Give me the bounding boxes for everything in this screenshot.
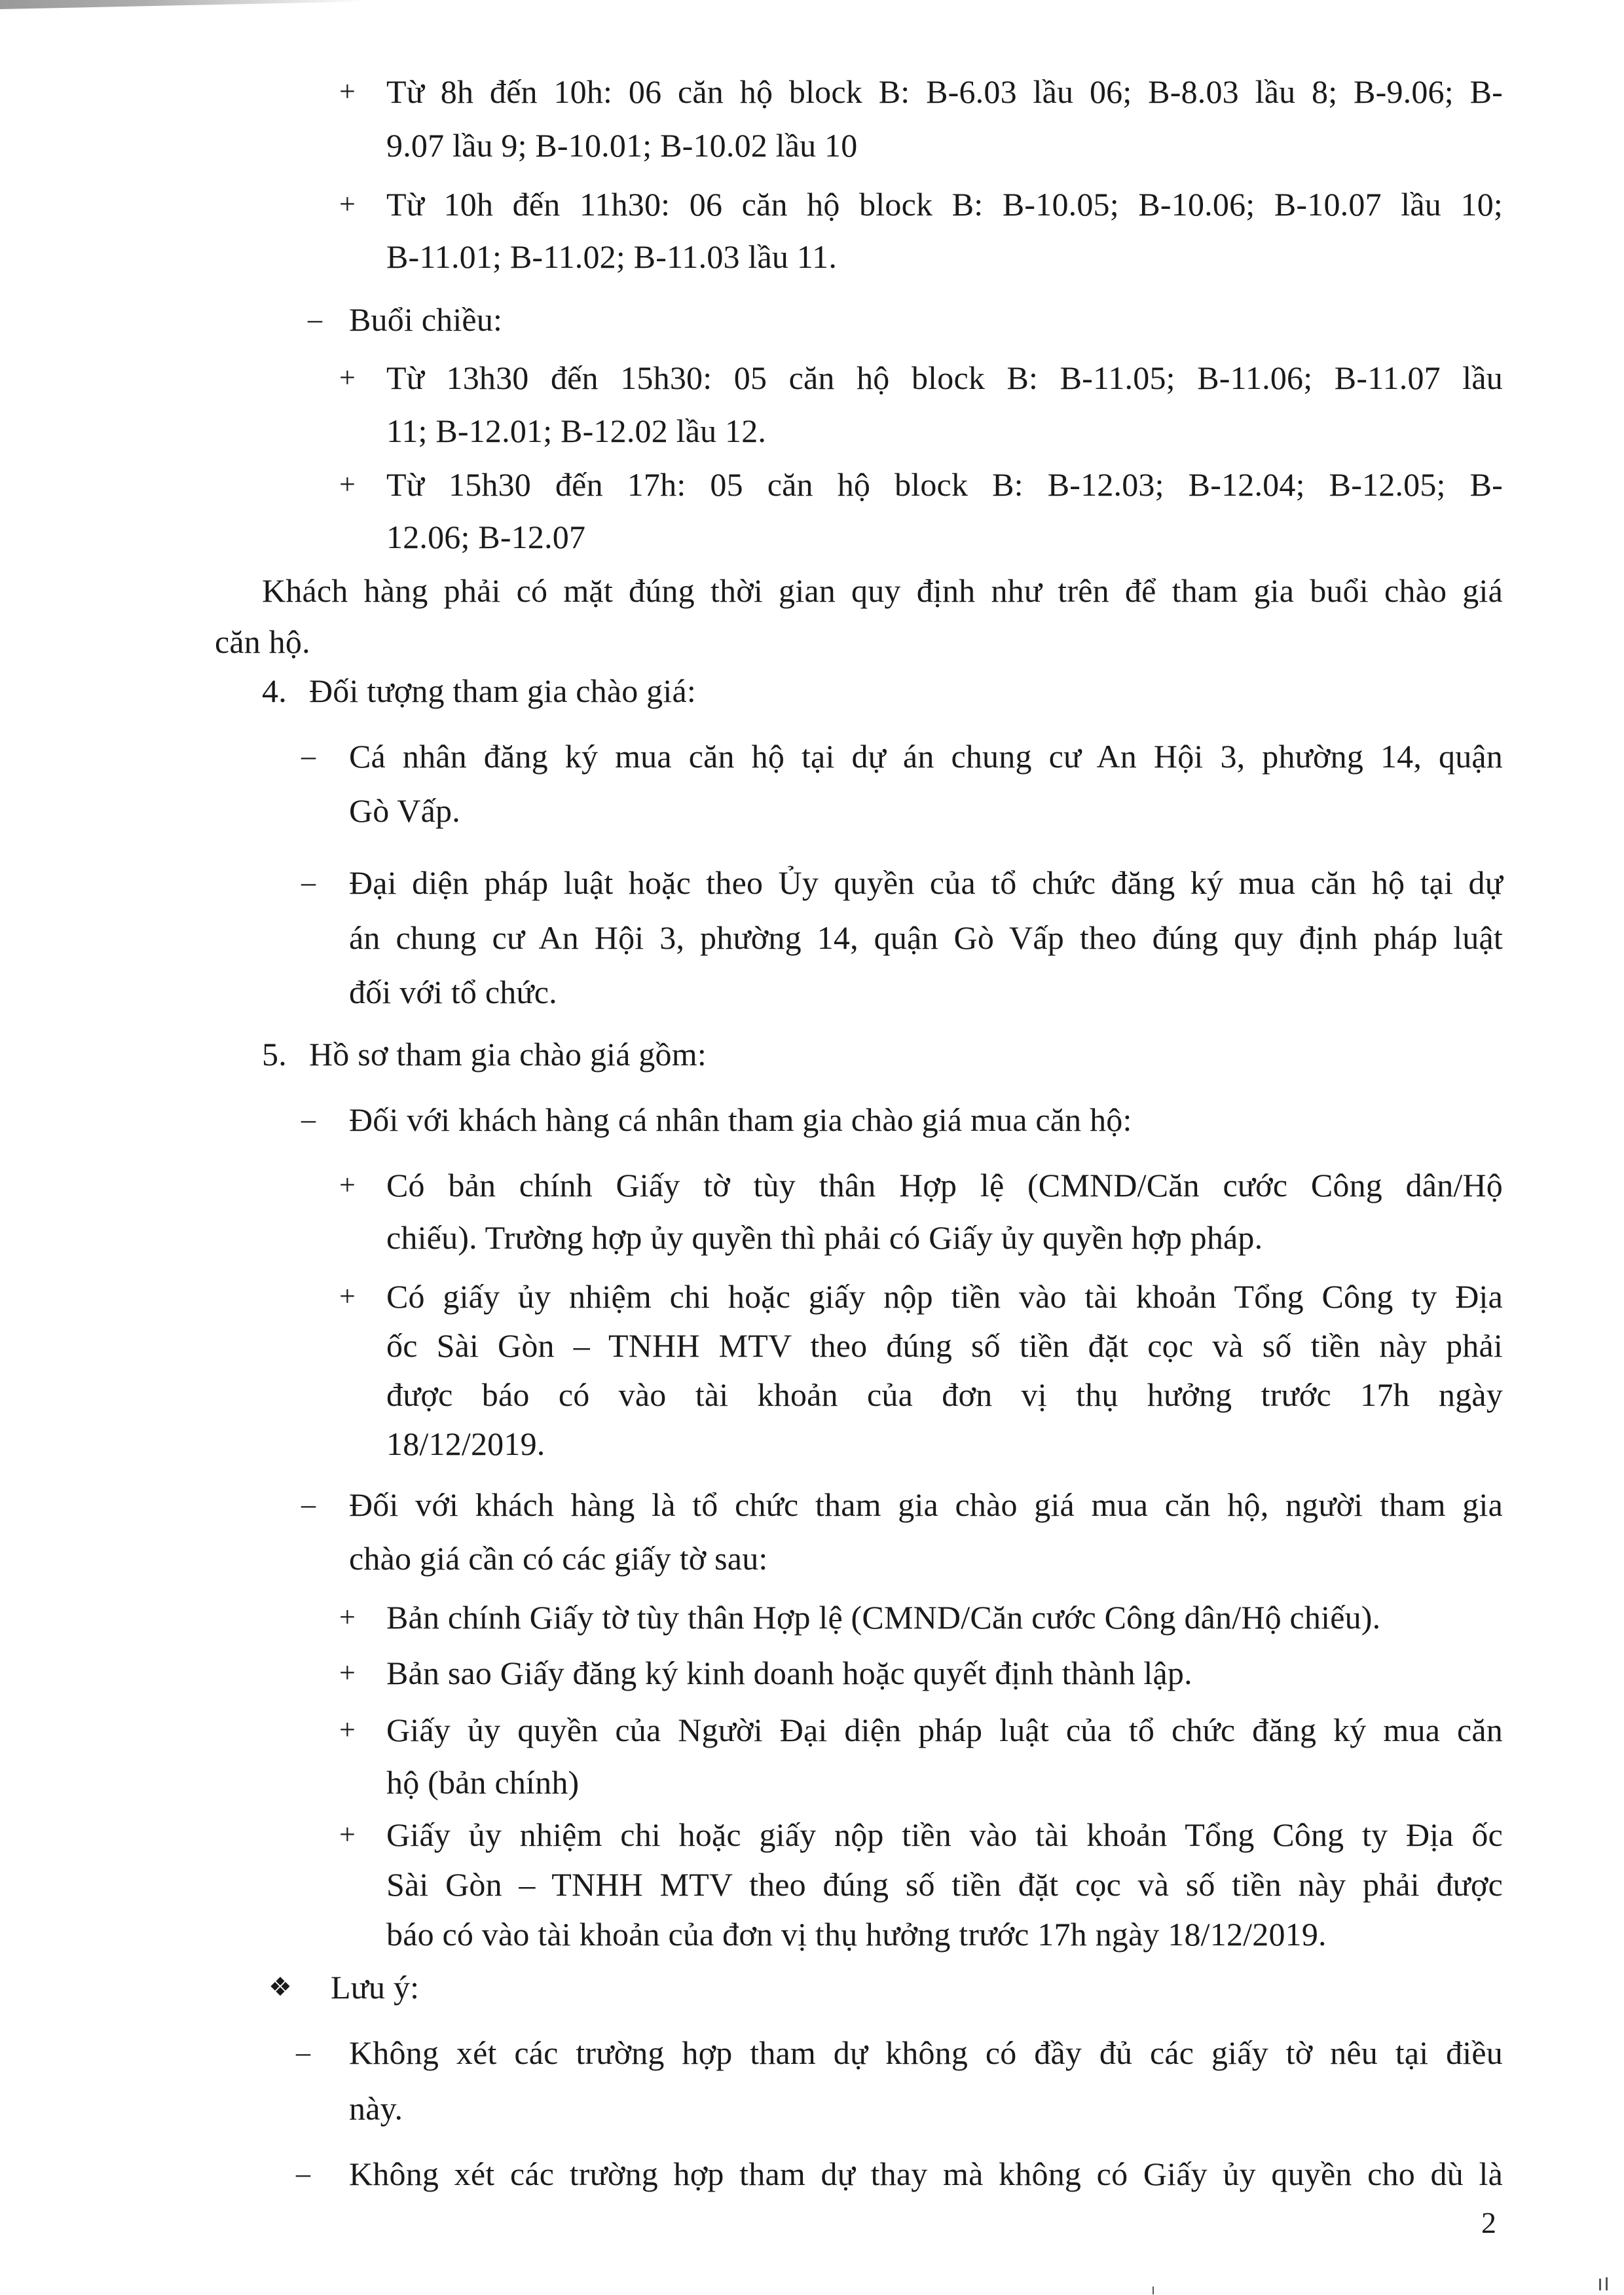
scan-edge-artifact (0, 0, 367, 9)
schedule-line: Từ 10h đến 11h30: 06 căn hộ block B: B-10.05; B-10.06; B-10.07 lầu 10; (386, 186, 1503, 223)
organization-item-line: Bản chính Giấy tờ tùy thân Hợp lệ (CMND/Căn cước Công dân/Hộ chiếu). (386, 1599, 1381, 1636)
note-line: Không xét các trường hợp tham dự không có đầy đủ các giấy tờ nêu tại điều (349, 2034, 1503, 2071)
plus-bullet-icon: + (339, 1601, 356, 1633)
individual-line: Có bản chính Giấy tờ tùy thân Hợp lệ (CMND/Căn cước Công dân/Hộ (386, 1167, 1503, 1203)
page-number: 2 (1481, 2206, 1496, 2239)
schedule-line: Từ 13h30 đến 15h30: 05 căn hộ block B: B-11.05; B-11.06; B-11.07 lầu (386, 359, 1503, 396)
section-4-title: Đối tượng tham gia chào giá: (309, 672, 696, 709)
section-4-line: án chung cư An Hội 3, phường 14, quận Gò Vấp theo đúng quy định pháp luật (349, 919, 1503, 956)
organization-item-line: hộ (bản chính) (386, 1764, 580, 1801)
section-5-number: 5. (262, 1036, 287, 1073)
organization-line: chào giá cần có các giấy tờ sau: (349, 1540, 768, 1577)
individual-line: được báo có vào tài khoản của đơn vị thụ hưởng trước 17h ngày (386, 1376, 1503, 1413)
schedule-line: 12.06; B-12.07 (386, 519, 586, 555)
plus-bullet-icon: + (339, 361, 356, 394)
note-line: này. (349, 2090, 403, 2127)
attendance-note-line: căn hộ. (215, 623, 310, 660)
schedule-line: Từ 8h đến 10h: 06 căn hộ block B: B-6.03 lầu 06; B-8.03 lầu 8; B-9.06; B- (386, 73, 1503, 110)
individual-line: Có giấy ủy nhiệm chi hoặc giấy nộp tiền vào tài khoản Tổng Công ty Địa (386, 1278, 1503, 1315)
plus-bullet-icon: + (339, 1280, 356, 1312)
individual-label: Đối với khách hàng cá nhân tham gia chào giá mua căn hộ: (349, 1101, 1132, 1138)
section-4-line: Cá nhân đăng ký mua căn hộ tại dự án chung cư An Hội 3, phường 14, quận (349, 738, 1503, 775)
plus-bullet-icon: + (339, 468, 356, 500)
plus-bullet-icon: + (339, 1818, 356, 1850)
organization-item-line: Giấy ủy nhiệm chi hoặc giấy nộp tiền vào tài khoản Tổng Công ty Địa ốc (386, 1816, 1503, 1853)
diamond-bullet-icon: ❖ (268, 1972, 292, 2002)
dash-bullet-icon: – (296, 2157, 310, 2190)
organization-line: Đối với khách hàng là tổ chức tham gia chào giá mua căn hộ, người tham gia (349, 1486, 1503, 1523)
section-4-line: Đại diện pháp luật hoặc theo Ủy quyền của tổ chức đăng ký mua căn hộ tại dự (349, 864, 1503, 901)
individual-line: chiếu). Trường hợp ủy quyền thì phải có Giấy ủy quyền hợp pháp. (386, 1219, 1263, 1256)
scan-mark (1606, 2277, 1608, 2290)
dash-bullet-icon: – (301, 740, 316, 772)
individual-line: 18/12/2019. (386, 1425, 545, 1462)
individual-line: ốc Sài Gòn – TNHH MTV theo đúng số tiền đặt cọc và số tiền này phải (386, 1327, 1503, 1364)
section-4-line: đối với tổ chức. (349, 974, 557, 1010)
plus-bullet-icon: + (339, 1657, 356, 1689)
organization-item-line: Sài Gòn – TNHH MTV theo đúng số tiền đặt cọc và số tiền này phải được (386, 1866, 1503, 1903)
section-4-line: Gò Vấp. (349, 792, 460, 829)
scan-mark (1599, 2279, 1601, 2290)
organization-item-line: báo có vào tài khoản của đơn vị thụ hưởng trước 17h ngày 18/12/2019. (386, 1916, 1327, 1953)
section-4-number: 4. (262, 672, 287, 709)
afternoon-label: Buổi chiều: (349, 301, 503, 338)
dash-bullet-icon: – (308, 303, 322, 335)
organization-item-line: Bản sao Giấy đăng ký kinh doanh hoặc quyết định thành lập. (386, 1655, 1192, 1691)
schedule-line: 11; B-12.01; B-12.02 lầu 12. (386, 413, 767, 449)
dash-bullet-icon: – (301, 1103, 316, 1135)
schedule-line: Từ 15h30 đến 17h: 05 căn hộ block B: B-12.03; B-12.04; B-12.05; B- (386, 466, 1503, 503)
dash-bullet-icon: – (301, 1488, 316, 1520)
section-5-title: Hồ sơ tham gia chào giá gồm: (309, 1036, 707, 1073)
note-line: Không xét các trường hợp tham dự thay mà không có Giấy ủy quyền cho dù là (349, 2156, 1503, 2192)
plus-bullet-icon: + (339, 1714, 356, 1746)
dash-bullet-icon: – (296, 2036, 310, 2068)
dash-bullet-icon: – (301, 866, 316, 898)
plus-bullet-icon: + (339, 75, 356, 107)
plus-bullet-icon: + (339, 188, 356, 220)
note-label: Lưu ý: (331, 1969, 420, 2006)
plus-bullet-icon: + (339, 1169, 356, 1201)
scan-mark (1153, 2286, 1154, 2294)
attendance-note-line: Khách hàng phải có mặt đúng thời gian quy định như trên để tham gia buổi chào giá (262, 572, 1503, 609)
schedule-line: B-11.01; B-11.02; B-11.03 lầu 11. (386, 238, 838, 275)
organization-item-line: Giấy ủy quyền của Người Đại diện pháp luật của tổ chức đăng ký mua căn (386, 1712, 1503, 1748)
schedule-line: 9.07 lầu 9; B-10.01; B-10.02 lầu 10 (386, 127, 858, 164)
